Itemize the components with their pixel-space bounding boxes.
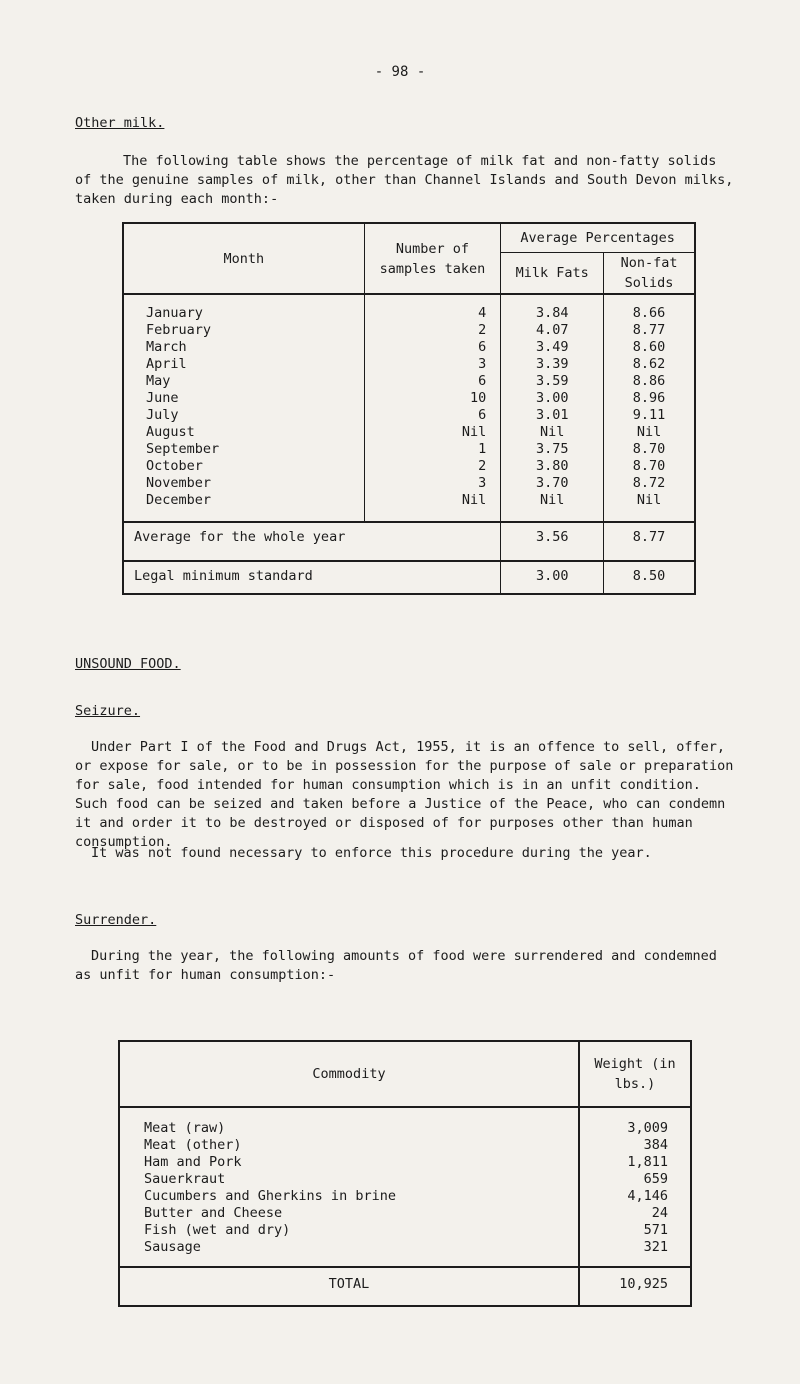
solids-cell: 8.62 bbox=[604, 356, 695, 373]
surrender-paragraph: During the year, the following amounts of food were surrendered and condemned as unfit for human consumption:- bbox=[75, 948, 717, 983]
weight-cell: 659 bbox=[579, 1171, 691, 1188]
weight-cell: 571 bbox=[579, 1222, 691, 1239]
month-cell: March bbox=[146, 339, 187, 355]
table-row bbox=[119, 1188, 691, 1205]
commodity-cell: Fish (wet and dry) bbox=[144, 1222, 291, 1238]
commodity-cell: Sauerkraut bbox=[144, 1171, 226, 1187]
table-row bbox=[123, 322, 695, 339]
month-cell: August bbox=[146, 424, 195, 440]
weight-cell: 24 bbox=[579, 1205, 691, 1222]
fat-cell: 3.59 bbox=[501, 373, 604, 390]
table-row bbox=[123, 424, 695, 441]
header-average: Average Percentages bbox=[501, 223, 695, 253]
header-non-fat: Non-fat Solids bbox=[604, 253, 695, 295]
solids-cell: 8.72 bbox=[604, 475, 695, 492]
commodity-cell: Meat (other) bbox=[144, 1137, 242, 1153]
weight-cell: 4,146 bbox=[579, 1188, 691, 1205]
table-row bbox=[119, 1239, 691, 1267]
table-row bbox=[123, 373, 695, 390]
commodity-cell: Meat (raw) bbox=[144, 1120, 226, 1136]
legal-solids: 8.50 bbox=[604, 561, 695, 594]
month-cell: June bbox=[146, 390, 179, 406]
solids-cell: 8.96 bbox=[604, 390, 695, 407]
month-cell: October bbox=[146, 458, 203, 474]
samples-cell: Nil bbox=[364, 424, 501, 441]
month-cell: September bbox=[146, 441, 220, 457]
average-solids: 8.77 bbox=[604, 522, 695, 561]
solids-cell: 8.77 bbox=[604, 322, 695, 339]
table-row bbox=[119, 1107, 691, 1137]
fat-cell: 3.84 bbox=[501, 294, 604, 322]
table-row bbox=[123, 356, 695, 373]
table-row bbox=[119, 1205, 691, 1222]
samples-cell: 6 bbox=[364, 339, 501, 356]
total-label: TOTAL bbox=[119, 1267, 579, 1306]
samples-cell: 6 bbox=[364, 407, 501, 424]
samples-cell: 6 bbox=[364, 373, 501, 390]
commodity-cell: Sausage bbox=[144, 1239, 201, 1255]
fat-cell: 3.49 bbox=[501, 339, 604, 356]
fat-cell: 4.07 bbox=[501, 322, 604, 339]
samples-cell: 10 bbox=[364, 390, 501, 407]
surrender-heading: Surrender. bbox=[75, 912, 157, 928]
table-row bbox=[123, 407, 695, 424]
table-row bbox=[119, 1154, 691, 1171]
samples-cell: 1 bbox=[364, 441, 501, 458]
month-cell: April bbox=[146, 356, 187, 372]
table-row bbox=[123, 390, 695, 407]
legal-minimum-row bbox=[123, 561, 695, 594]
month-cell: November bbox=[146, 475, 212, 491]
weight-cell: 321 bbox=[579, 1239, 691, 1267]
samples-cell: 2 bbox=[364, 322, 501, 339]
solids-cell: 8.70 bbox=[604, 441, 695, 458]
month-cell: July bbox=[146, 407, 179, 423]
weight-cell: 3,009 bbox=[579, 1107, 691, 1137]
table-row bbox=[123, 441, 695, 458]
header-commodity: Commodity bbox=[119, 1041, 579, 1107]
table-row bbox=[119, 1222, 691, 1239]
fat-cell: 3.00 bbox=[501, 390, 604, 407]
solids-cell: 8.66 bbox=[604, 294, 695, 322]
samples-cell: 4 bbox=[364, 294, 501, 322]
average-label: Average for the whole year bbox=[123, 522, 501, 561]
fat-cell: 3.80 bbox=[501, 458, 604, 475]
fat-cell: 3.01 bbox=[501, 407, 604, 424]
seizure-heading: Seizure. bbox=[75, 703, 141, 719]
solids-cell: Nil bbox=[604, 424, 695, 441]
samples-cell: 2 bbox=[364, 458, 501, 475]
surrendered-food-table bbox=[118, 1040, 692, 1307]
header-samples: Number of samples taken bbox=[364, 223, 501, 294]
fat-cell: 3.39 bbox=[501, 356, 604, 373]
fat-cell: 3.75 bbox=[501, 441, 604, 458]
weight-cell: 1,811 bbox=[579, 1154, 691, 1171]
commodity-cell: Butter and Cheese bbox=[144, 1205, 283, 1221]
fat-cell: Nil bbox=[501, 424, 604, 441]
legal-label: Legal minimum standard bbox=[123, 561, 501, 594]
table-row bbox=[123, 339, 695, 356]
solids-cell: 8.60 bbox=[604, 339, 695, 356]
header-month: Month bbox=[123, 223, 364, 294]
samples-cell: 3 bbox=[364, 356, 501, 373]
solids-cell: 8.86 bbox=[604, 373, 695, 390]
table-row bbox=[119, 1137, 691, 1154]
total-weight: 10,925 bbox=[579, 1267, 691, 1306]
month-cell: February bbox=[146, 322, 212, 338]
total-row bbox=[119, 1267, 691, 1306]
samples-cell: Nil bbox=[364, 492, 501, 522]
table-row bbox=[123, 294, 695, 322]
solids-cell: 9.11 bbox=[604, 407, 695, 424]
seizure-note: It was not found necessary to enforce this procedure during the year. bbox=[91, 845, 652, 861]
solids-cell: Nil bbox=[604, 492, 695, 522]
header-weight: Weight (in lbs.) bbox=[579, 1041, 691, 1107]
seizure-paragraph: Under Part I of the Food and Drugs Act, 1955, it is an offence to sell, offer, or expose for sale, or to be in possession for the purpose of sale or preparation for sale, food intended for human consumption which is in an unfit condition. Such food can be seized and taken before a Justice of the Peace, who can condemn it and order it to be destroyed or disposed of for purposes other than human consumption. bbox=[75, 739, 734, 850]
weight-cell: 384 bbox=[579, 1137, 691, 1154]
header-milk-fats: Milk Fats bbox=[501, 253, 604, 295]
month-cell: January bbox=[146, 305, 203, 321]
unsound-food-heading: UNSOUND FOOD. bbox=[75, 656, 181, 672]
page-number: - 98 - bbox=[374, 64, 426, 80]
average-fat: 3.56 bbox=[501, 522, 604, 561]
month-cell: December bbox=[146, 492, 212, 508]
samples-cell: 3 bbox=[364, 475, 501, 492]
commodity-cell: Ham and Pork bbox=[144, 1154, 242, 1170]
other-milk-heading: Other milk. bbox=[75, 115, 165, 131]
table-row bbox=[123, 492, 695, 522]
table-row bbox=[123, 458, 695, 475]
other-milk-intro: The following table shows the percentage of milk fat and non-fatty solids of the genuine samples of milk, other than Channel Islands and South Devon milks, taken during each month:- bbox=[75, 153, 734, 207]
solids-cell: 8.70 bbox=[604, 458, 695, 475]
fat-cell: Nil bbox=[501, 492, 604, 522]
table-row bbox=[119, 1171, 691, 1188]
milk-percentages-table bbox=[122, 222, 696, 595]
commodity-cell: Cucumbers and Gherkins in brine bbox=[144, 1188, 396, 1204]
fat-cell: 3.70 bbox=[501, 475, 604, 492]
table-row bbox=[123, 475, 695, 492]
average-row bbox=[123, 522, 695, 561]
legal-fat: 3.00 bbox=[501, 561, 604, 594]
month-cell: May bbox=[146, 373, 171, 389]
